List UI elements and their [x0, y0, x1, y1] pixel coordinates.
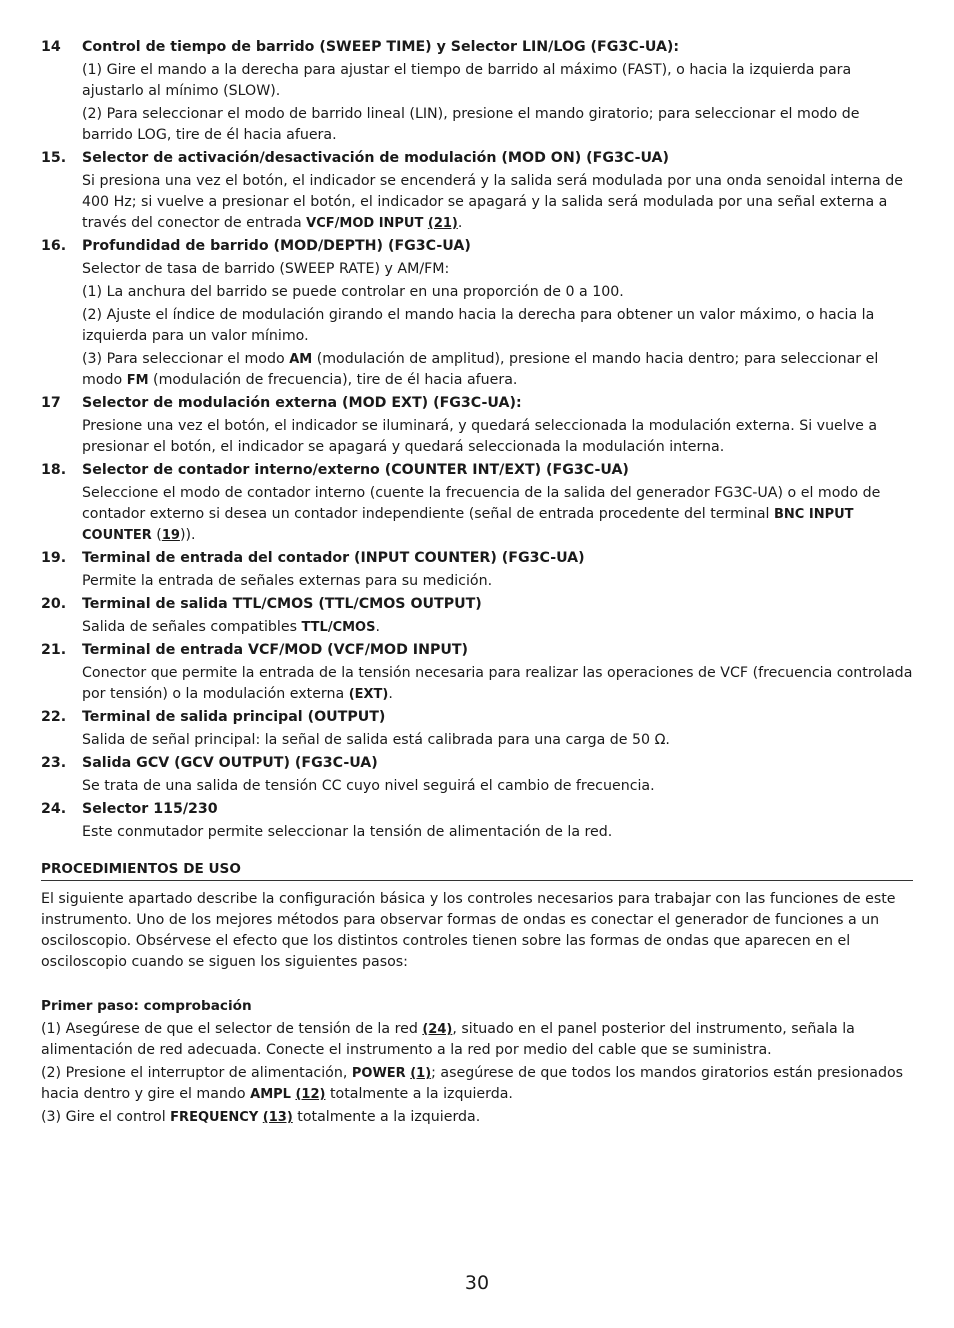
reference-number: (21) — [427, 216, 458, 231]
item-paragraph: Salida de señal principal: la señal de salida está calibrada para una carga de 50 Ω. — [82, 732, 670, 748]
step-paragraph: (1) Asegúrese de que el selector de tensión de la red (24), situado en el panel posterior del instrumento, señala la alimentación de red adecuada. Conecte el instrumento a la red por medio del cable que se suministra. — [41, 1021, 855, 1058]
reference-number: 19 — [161, 528, 180, 543]
reference-number: (24) — [422, 1022, 453, 1037]
mode-name: FM — [126, 373, 149, 388]
step-heading: Primer paso: comprobación — [41, 998, 252, 1014]
item-title: Control de tiempo de barrido (SWEEP TIME) y Selector LIN/LOG (FG3C-UA): — [82, 39, 680, 55]
item-number: 23. — [41, 755, 67, 771]
manual-page — [41, 37, 913, 1130]
item-paragraph: Se trata de una salida de tensión CC cuyo nivel seguirá el cambio de frecuencia. — [82, 778, 655, 794]
reference-number: (12) — [295, 1087, 326, 1102]
item-paragraph: Selector de tasa de barrido (SWEEP RATE) y AM/FM: — [82, 261, 450, 277]
step-paragraph: (3) Gire el control FREQUENCY (13) totalmente a la izquierda. — [41, 1109, 481, 1125]
list-item — [41, 460, 913, 546]
section-heading: PROCEDIMIENTOS DE USO — [41, 859, 913, 881]
item-number: 17 — [41, 395, 61, 411]
list-item — [41, 548, 913, 592]
item-paragraph: Seleccione el modo de contador interno (cuente la frecuencia de la salida del generador FG3C-UA) o el modo de contador externo si desea un contador independiente (señal de entrada procedente del terminal BNC INPUT COUNTER (19)). — [82, 485, 881, 543]
mode-name: (EXT) — [348, 687, 389, 702]
list-item — [41, 236, 913, 391]
item-title: Terminal de salida TTL/CMOS (TTL/CMOS OUTPUT) — [82, 596, 482, 612]
list-item — [41, 393, 913, 458]
list-item — [41, 753, 913, 797]
item-paragraph: (2) Para seleccionar el modo de barrido lineal (LIN), presione el mando giratorio; para seleccionar el modo de barrido LOG, tire de él hacia afuera. — [82, 106, 860, 143]
step-paragraph: (2) Presione el interruptor de alimentación, POWER (1); asegúrese de que todos los mandos giratorios están presionados hacia dentro y gire el mando AMPL (12) totalmente a la izquierda. — [41, 1065, 904, 1102]
item-paragraph: Si presiona una vez el botón, el indicador se encenderá y la salida será modulada por una onda senoidal interna de 400 Hz; si vuelve a presionar el botón, el indicador se apagará y la salida será modulada por una señal externa a través del conector de entrada VCF/MOD INPUT (21). — [82, 173, 903, 231]
item-number: 24. — [41, 801, 67, 817]
item-paragraph: (1) La anchura del barrido se puede controlar en una proporción de 0 a 100. — [82, 284, 624, 300]
list-item — [41, 37, 913, 146]
list-item — [41, 594, 913, 638]
item-title: Selector de modulación externa (MOD EXT) (FG3C-UA): — [82, 395, 522, 411]
item-number: 19. — [41, 550, 67, 566]
item-paragraph: Presione una vez el botón, el indicador se iluminará, y quedará seleccionada la modulación externa. Si vuelve a presionar el botón, el indicador se apagará y quedará seleccionada la modulación interna. — [82, 418, 878, 455]
item-paragraph: (2) Ajuste el índice de modulación girando el mando hacia la derecha para obtener un valor máximo, o hacia la izquierda para un valor mínimo. — [82, 307, 875, 344]
item-number: 21. — [41, 642, 67, 658]
item-number: 18. — [41, 462, 67, 478]
page-number: 30 — [464, 1272, 490, 1294]
control-name: FREQUENCY — [170, 1110, 259, 1125]
item-number: 20. — [41, 596, 67, 612]
signal-type: TTL/CMOS — [301, 620, 376, 635]
reference-number: (13) — [262, 1110, 293, 1125]
item-number: 22. — [41, 709, 67, 725]
item-title: Terminal de entrada del contador (INPUT COUNTER) (FG3C-UA) — [82, 550, 585, 566]
list-item — [41, 640, 913, 705]
item-paragraph: Este conmutador permite seleccionar la tensión de alimentación de la red. — [82, 824, 613, 840]
item-title: Selector de activación/desactivación de modulación (MOD ON) (FG3C-UA) — [82, 150, 670, 166]
item-title: Selector 115/230 — [82, 801, 218, 817]
list-item — [41, 799, 913, 843]
item-title: Selector de contador interno/externo (COUNTER INT/EXT) (FG3C-UA) — [82, 462, 629, 478]
item-number: 15. — [41, 150, 67, 166]
reference-number: (1) — [410, 1066, 432, 1081]
item-paragraph: (3) Para seleccionar el modo AM (modulación de amplitud), presione el mando hacia dentro; para seleccionar el modo FM (modulación de frecuencia), tire de él hacia afuera. — [82, 351, 879, 388]
terminal-name: VCF/MOD INPUT — [306, 216, 424, 231]
item-paragraph: Salida de señales compatibles TTL/CMOS. — [82, 619, 380, 635]
item-number: 14 — [41, 39, 61, 55]
section-intro: El siguiente apartado describe la configuración básica y los controles necesarios para trabajar con las funciones de este instrumento. Uno de los mejores métodos para observar formas de ondas es conectar el generador de funciones a un osciloscopio. Obsérvese el efecto que los distintos controles tienen sobre las formas de ondas que aparecen en el osciloscopio cuando se siguen los siguientes pasos: — [41, 891, 896, 970]
item-paragraph: Conector que permite la entrada de la tensión necesaria para realizar las operaciones de VCF (frecuencia controlada por tensión) o la modulación externa (EXT). — [82, 665, 913, 702]
item-number: 16. — [41, 238, 67, 254]
list-item — [41, 148, 913, 234]
item-paragraph: (1) Gire el mando a la derecha para ajustar el tiempo de barrido al máximo (FAST), o hacia la izquierda para ajustarlo al mínimo (SLOW). — [82, 62, 852, 99]
mode-name: AM — [289, 352, 313, 367]
control-description-list — [41, 37, 913, 843]
item-paragraph: Permite la entrada de señales externas para su medición. — [82, 573, 493, 589]
item-title: Profundidad de barrido (MOD/DEPTH) (FG3C-UA) — [82, 238, 471, 254]
list-item — [41, 707, 913, 751]
item-title: Salida GCV (GCV OUTPUT) (FG3C-UA) — [82, 755, 378, 771]
terminal-name: BNC INPUT COUNTER — [82, 507, 854, 543]
control-name: POWER — [351, 1066, 406, 1081]
control-name: AMPL — [250, 1087, 291, 1102]
item-title: Terminal de entrada VCF/MOD (VCF/MOD INPUT) — [82, 642, 469, 658]
item-title: Terminal de salida principal (OUTPUT) — [82, 709, 386, 725]
